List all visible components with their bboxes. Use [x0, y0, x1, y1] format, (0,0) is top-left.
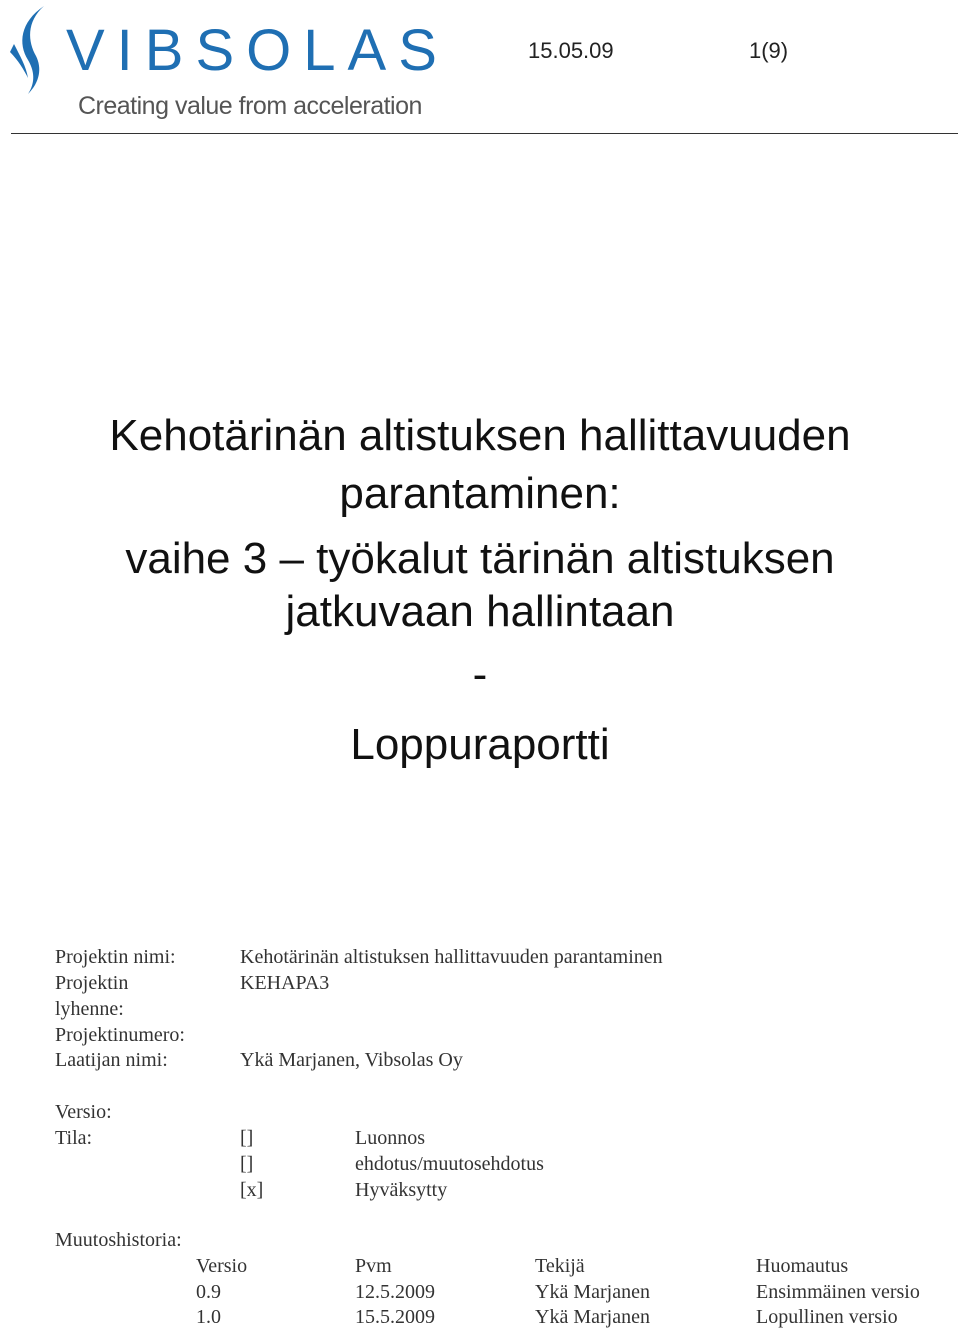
- project-name-label: Projektin nimi:: [55, 946, 176, 968]
- logo-wordmark: VIBSOLAS: [66, 18, 449, 83]
- history-row-1-author: Ykä Marjanen: [535, 1281, 650, 1303]
- project-number-label: Projektinumero:: [55, 1024, 185, 1046]
- status-label: Tila:: [55, 1127, 93, 1149]
- history-row-2-date: 15.5.2009: [355, 1306, 435, 1328]
- status-option-approved: Hyväksytty: [355, 1179, 448, 1201]
- title-line-4: jatkuvaan hallintaan: [285, 587, 675, 636]
- project-name-value: Kehotärinän altistuksen hallittavuuden parantaminen: [240, 946, 663, 968]
- history-header-date: Pvm: [355, 1255, 392, 1277]
- status-checkbox-proposal: []: [240, 1153, 254, 1175]
- status-option-draft: Luonnos: [355, 1127, 425, 1149]
- history-header-note: Huomautus: [756, 1255, 849, 1277]
- status-checkbox-draft: []: [240, 1127, 254, 1149]
- title-dash: -: [472, 650, 488, 699]
- history-row-2-version: 1.0: [196, 1306, 221, 1328]
- history-header-author: Tekijä: [535, 1255, 585, 1277]
- project-abbr-label: Projektin: [55, 972, 129, 994]
- author-label: Laatijan nimi:: [55, 1049, 168, 1071]
- logo-tagline: Creating value from acceleration: [78, 92, 422, 120]
- header-date: 15.05.09: [528, 38, 614, 63]
- report-type-title: Loppuraportti: [350, 720, 610, 769]
- vibsolas-logo: [6, 4, 449, 128]
- status-option-proposal: ehdotus/muutosehdotus: [355, 1153, 544, 1175]
- title-line-3: vaihe 3 – työkalut tärinän altistuksen: [125, 534, 835, 583]
- title-line-2: parantaminen:: [339, 469, 621, 518]
- project-abbr-label-cont: lyhenne:: [55, 998, 124, 1020]
- header-page-number: 1(9): [749, 38, 789, 63]
- header-divider: [11, 133, 958, 134]
- project-abbr-value: KEHAPA3: [240, 972, 330, 994]
- title-line-1: Kehotärinän altistuksen hallittavuuden: [109, 411, 851, 460]
- version-label: Versio:: [55, 1101, 112, 1123]
- history-row-1-date: 12.5.2009: [355, 1281, 435, 1303]
- history-row-2-note: Lopullinen versio: [756, 1306, 898, 1328]
- history-header-version: Versio: [196, 1255, 248, 1277]
- vibsolas-swoosh-icon: [6, 4, 70, 104]
- history-row-1-version: 0.9: [196, 1281, 221, 1303]
- history-label: Muutoshistoria:: [55, 1229, 182, 1251]
- history-row-1-note: Ensimmäinen versio: [756, 1281, 920, 1303]
- status-checkbox-approved: [x]: [240, 1179, 264, 1201]
- author-value: Ykä Marjanen, Vibsolas Oy: [240, 1049, 463, 1071]
- history-row-2-author: Ykä Marjanen: [535, 1306, 650, 1328]
